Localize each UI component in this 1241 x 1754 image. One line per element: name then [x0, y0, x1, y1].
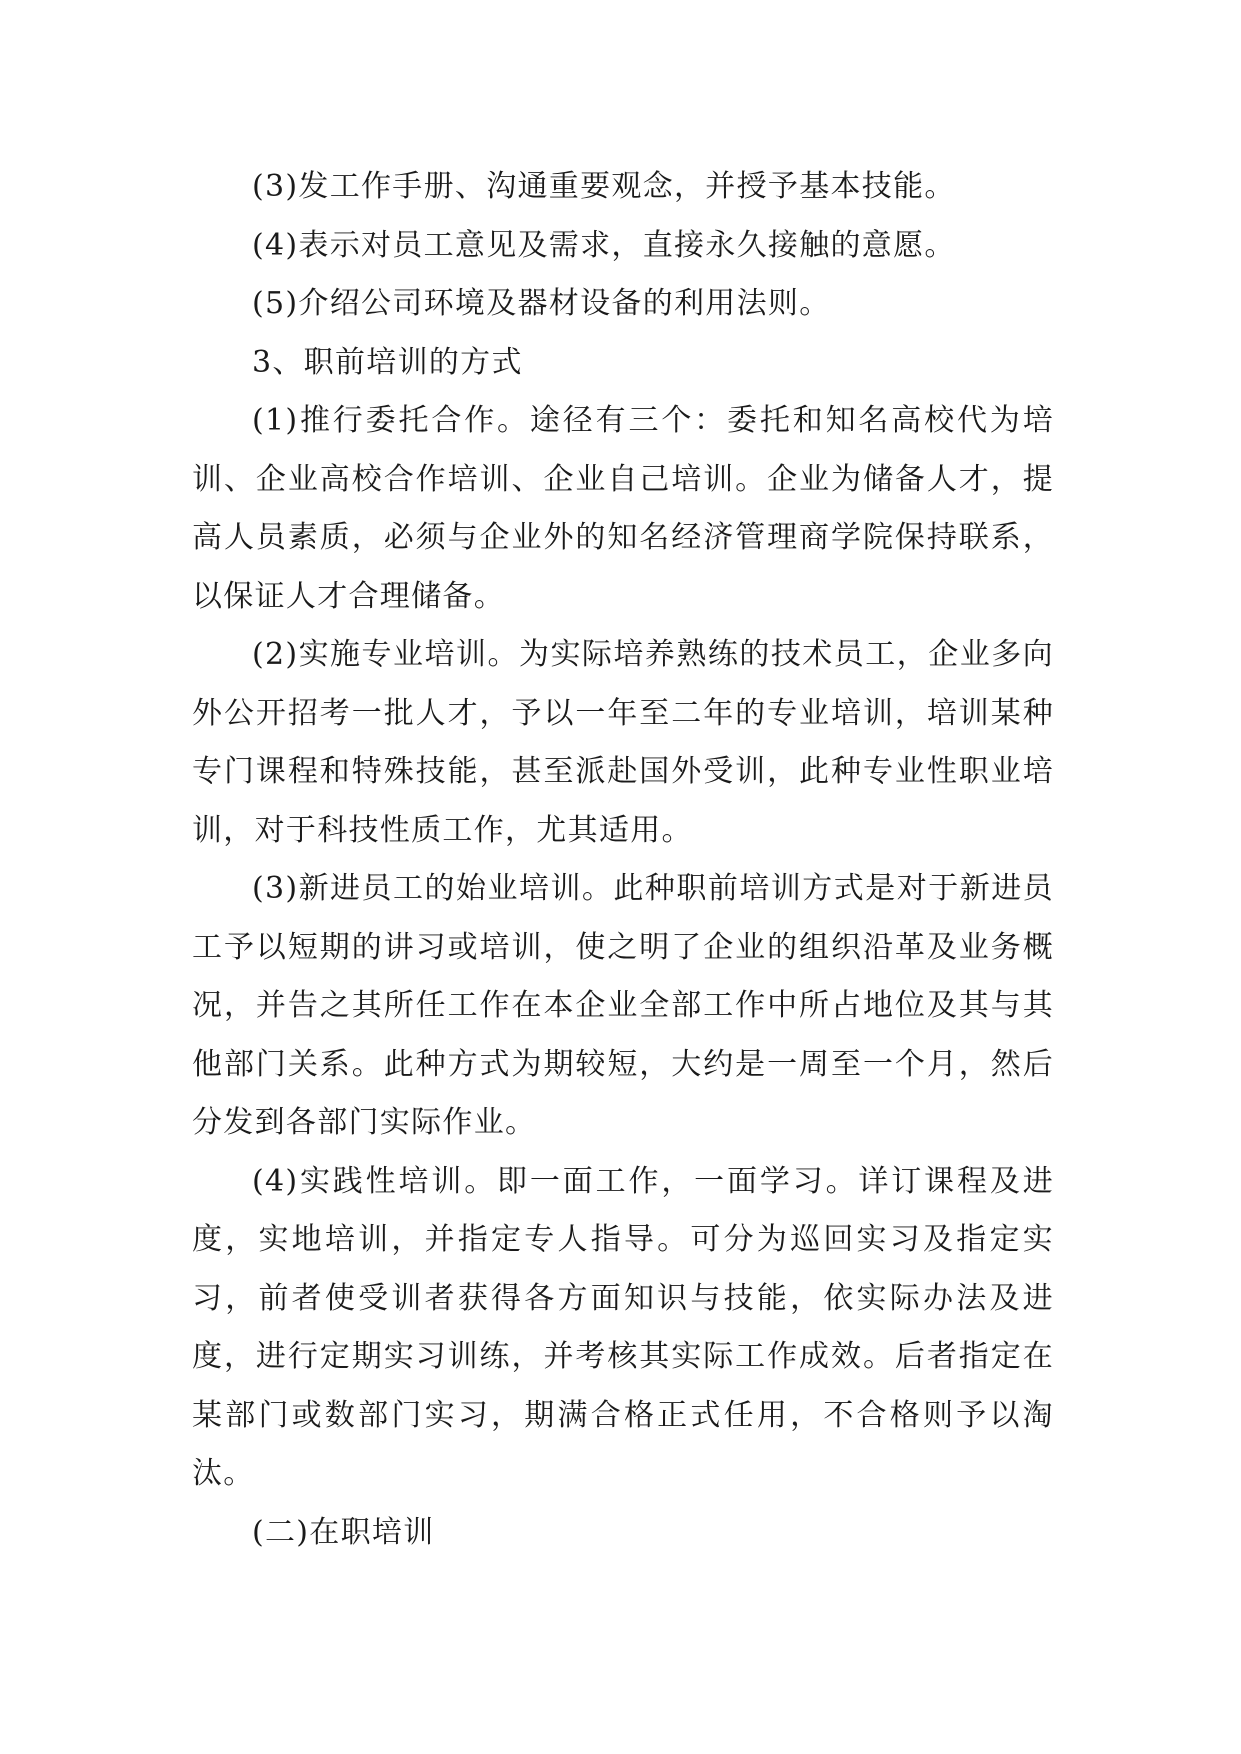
paragraph-method-1: (1)推行委托合作。途径有三个：委托和知名高校代为培训、企业高校合作培训、企业自己培训。企业为储备人才，提高人员素质，必须与企业外的知名经济管理商学院保持联系，以保证人才合理储备。: [192, 403, 1054, 614]
paragraph-item-3: (3)发工作手册、沟通重要观念，并授予基本技能。: [252, 169, 956, 204]
section-heading-training-methods: 3、职前培训的方式: [252, 344, 523, 380]
paragraph-item-4: (4)表示对员工意见及需求，直接永久接触的意愿。: [252, 227, 956, 263]
paragraph-method-3: (3)新进员工的始业培训。此种职前培训方式是对于新进员工予以短期的讲习或培训，使之明了企业的组织沿革及业务概况，并告之其所任工作在本企业全部工作中所占地位及其与其他部门关系。此种方式为期较短，大约是一周至一个月，然后分发到各部门实际作业。: [192, 871, 1054, 1140]
section-heading-on-job-training: (二)在职培训: [252, 1514, 435, 1550]
paragraph-method-4: (4)实践性培训。即一面工作，一面学习。详订课程及进度，实地培训，并指定专人指导。可分为巡回实习及指定实习，前者使受训者获得各方面知识与技能，依实际办法及进度，进行定期实习训练，并考核其实际工作成效。后者指定在某部门或数部门实习，期满合格正式任用，不合格则予以淘汰。: [192, 1163, 1054, 1491]
document-body: [192, 158, 1054, 1562]
paragraph-item-5: (5)介绍公司环境及器材设备的利用法则。: [252, 286, 831, 321]
paragraph-method-2: (2)实施专业培训。为实际培养熟练的技术员工，企业多向外公开招考一批人才，予以一年至二年的专业培训，培训某种专门课程和特殊技能，甚至派赴国外受训，此种专业性职业培训，对于科技性质工作，尤其适用。: [192, 637, 1054, 848]
